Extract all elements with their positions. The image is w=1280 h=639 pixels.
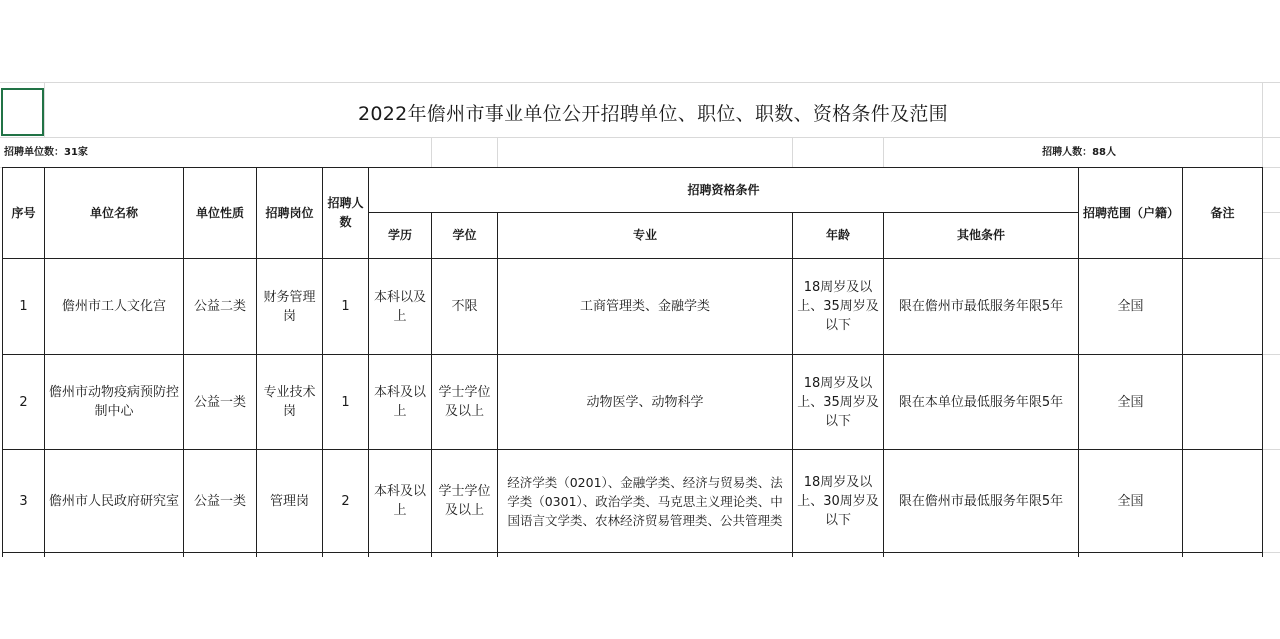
table-cell-remark[interactable] bbox=[1183, 450, 1262, 552]
grid-row-line bbox=[0, 137, 1280, 138]
table-cell-education[interactable]: 本科及以上 bbox=[373, 484, 426, 518]
grid-col-line bbox=[792, 137, 793, 167]
grid-row-line bbox=[1262, 449, 1280, 450]
table-cell-other[interactable]: 限在儋州市最低服务年限5年 bbox=[898, 299, 1064, 314]
table-cell-education[interactable]: 本科以及上 bbox=[373, 289, 426, 324]
table-border bbox=[2, 552, 1262, 553]
grid-row-line bbox=[1262, 552, 1280, 553]
table-cell-degree[interactable]: 不限 bbox=[451, 299, 478, 314]
header-unit-type: 单位性质 bbox=[195, 205, 244, 220]
header-seq: 序号 bbox=[11, 205, 36, 220]
table-cell-seq[interactable]: 1 bbox=[19, 299, 28, 314]
unit-count-label: 招聘单位数：31家 bbox=[4, 146, 88, 158]
header-position: 招聘岗位 bbox=[265, 205, 314, 220]
table-cell-remark[interactable] bbox=[1183, 355, 1262, 449]
table-cell-age[interactable]: 18周岁及以上、35周岁及以下 bbox=[797, 375, 879, 429]
grid-col-line bbox=[497, 137, 498, 167]
table-cell-seq[interactable]: 2 bbox=[19, 394, 28, 410]
table-cell-age[interactable]: 18周岁及以上、35周岁及以下 bbox=[797, 280, 879, 333]
header-major: 专业 bbox=[632, 228, 657, 242]
header-count: 招聘人数 bbox=[327, 196, 364, 229]
grid-row-line bbox=[1262, 354, 1280, 355]
table-cell-seq[interactable]: 3 bbox=[19, 493, 28, 509]
table-cell-other[interactable]: 限在儋州市最低服务年限5年 bbox=[898, 493, 1064, 509]
table-cell-position[interactable]: 专业技术岗 bbox=[263, 385, 316, 419]
table-cell-other[interactable]: 限在本单位最低服务年限5年 bbox=[898, 394, 1064, 410]
header-scope: 招聘范围（户籍） bbox=[1083, 205, 1180, 220]
header-remark: 备注 bbox=[1210, 205, 1235, 220]
header-unit-name: 单位名称 bbox=[89, 205, 138, 220]
table-cell-degree[interactable]: 学士学位及以上 bbox=[438, 385, 491, 419]
grid-row-line bbox=[0, 82, 1280, 83]
table-cell-scope[interactable]: 全国 bbox=[1117, 493, 1144, 509]
grid-col-line bbox=[431, 137, 432, 167]
table-cell-count[interactable]: 1 bbox=[341, 299, 350, 314]
header-other: 其他条件 bbox=[956, 228, 1005, 242]
table-cell-count[interactable]: 2 bbox=[341, 493, 350, 509]
table-cell-degree[interactable]: 学士学位及以上 bbox=[438, 484, 491, 518]
table-cell-age[interactable]: 18周岁及以上、30周岁及以下 bbox=[797, 474, 879, 528]
grid-row-line bbox=[1262, 258, 1280, 259]
table-border bbox=[1262, 167, 1263, 557]
table-cell-education[interactable]: 本科及以上 bbox=[373, 385, 426, 419]
table-cell-position[interactable]: 财务管理岗 bbox=[263, 289, 316, 324]
table-cell-scope[interactable]: 全国 bbox=[1117, 299, 1144, 314]
table-cell-major[interactable]: 工商管理类、金融学类 bbox=[579, 299, 710, 314]
grid-col-line bbox=[1262, 82, 1263, 168]
header-degree: 学位 bbox=[452, 228, 477, 242]
table-cell-position[interactable]: 管理岗 bbox=[269, 493, 309, 509]
selected-cell-indicator[interactable] bbox=[1, 88, 44, 136]
table-cell-major[interactable]: 动物医学、动物科学 bbox=[586, 394, 704, 410]
people-count-label: 招聘人数：88人 bbox=[1042, 146, 1116, 158]
table-cell-count[interactable]: 1 bbox=[341, 394, 350, 410]
header-education: 学历 bbox=[387, 228, 412, 242]
grid-row-line bbox=[1262, 212, 1280, 213]
table-cell-scope[interactable]: 全国 bbox=[1117, 394, 1144, 410]
table-cell-unit-type[interactable]: 公益一类 bbox=[193, 493, 246, 509]
table-cell-unit-name[interactable]: 儋州市人民政府研究室 bbox=[49, 493, 180, 509]
table-cell-unit-name[interactable]: 儋州市工人文化宫 bbox=[61, 299, 166, 314]
table-cell-remark[interactable] bbox=[1183, 259, 1262, 354]
table-cell-unit-type[interactable]: 公益二类 bbox=[193, 299, 246, 314]
sheet-title: 2022年儋州市事业单位公开招聘单位、职位、职数、资格条件及范围 bbox=[358, 102, 948, 125]
header-conditions: 招聘资格条件 bbox=[687, 182, 760, 197]
header-age: 年龄 bbox=[825, 228, 850, 242]
table-cell-unit-name[interactable]: 儋州市动物疫病预防控制中心 bbox=[49, 385, 180, 419]
table-cell-major[interactable]: 经济学类（0201）、金融学类、经济与贸易类、法学类（0301）、政治学类、马克思主义理论类、中国语言文学类、农林经济贸易管理类、公共管理类 bbox=[507, 474, 783, 528]
table-cell-unit-type[interactable]: 公益一类 bbox=[193, 394, 246, 410]
